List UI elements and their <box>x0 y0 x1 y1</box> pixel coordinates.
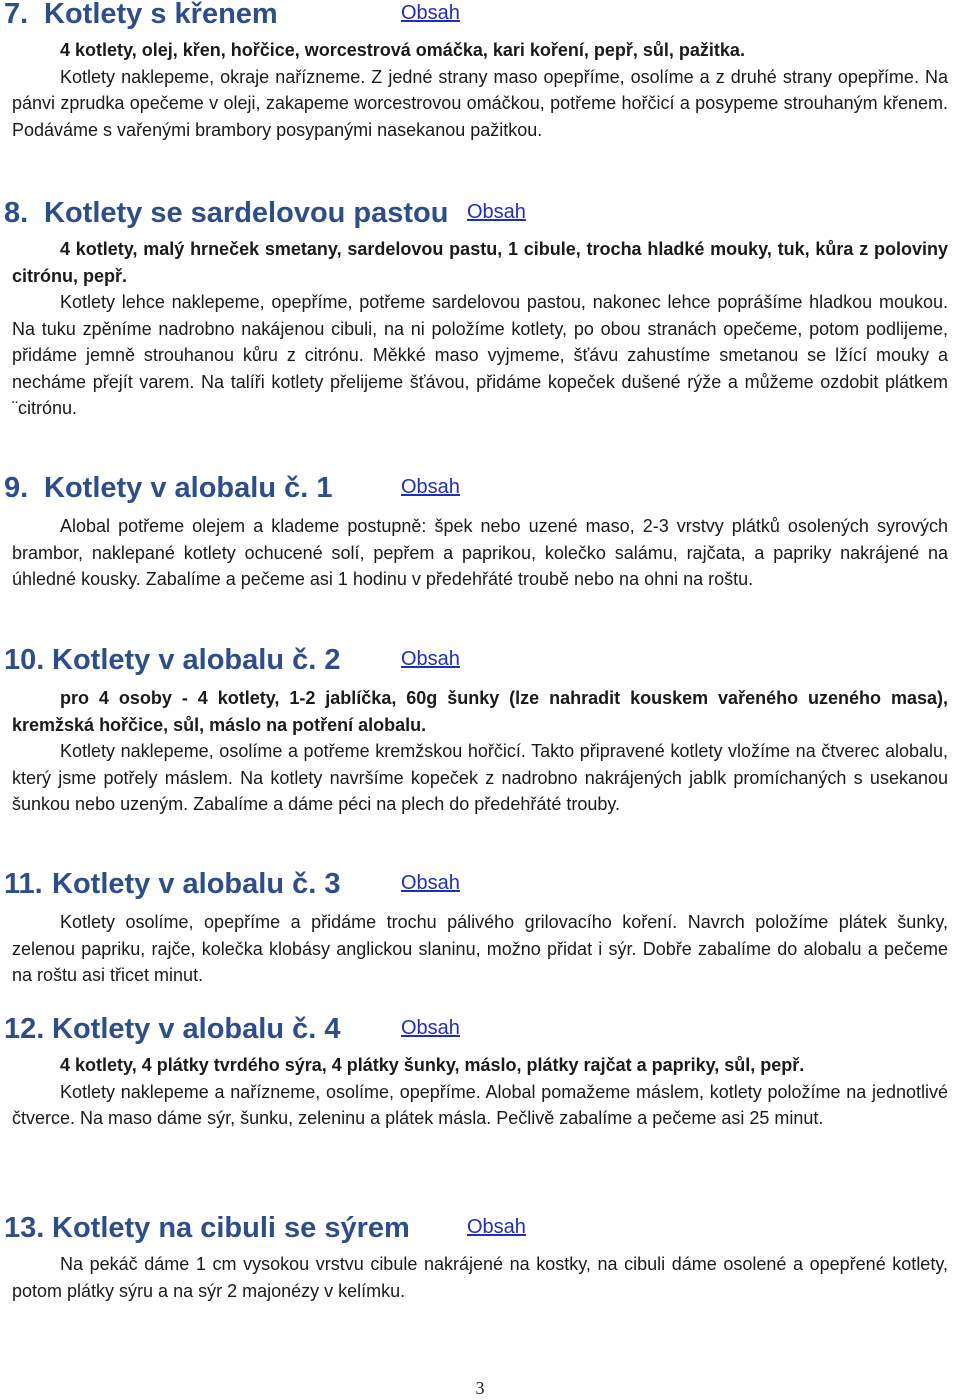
section-number: 7. <box>4 0 29 30</box>
recipe-body <box>12 909 948 989</box>
contents-link[interactable]: Obsah <box>401 872 460 894</box>
section-title: Kotlety v alobalu č. 4 <box>52 1013 341 1045</box>
recipe-section-9 <box>0 471 960 593</box>
instructions-text: Kotlety naklepeme a nařízneme, osolíme, opepříme. Alobal pomažeme máslem, kotlety položíme na jednotlivé čtverce. Na maso dáme sýr, šunku, zeleninu a plátek másla. Pečlivě zabalíme a pečeme asi 25 minut. <box>12 1081 948 1128</box>
section-heading <box>0 196 960 230</box>
section-heading <box>0 1211 960 1245</box>
section-heading <box>0 0 960 31</box>
ingredients-text: 4 kotlety, malý hrneček smetany, sardelovou pastu, 1 cibule, trocha hladké mouky, tuk, kůra z poloviny citrónu, pepř. <box>12 239 948 286</box>
recipe-body <box>12 236 948 422</box>
section-number: 12. <box>4 1013 45 1045</box>
recipe-body <box>12 1052 948 1132</box>
recipe-body <box>12 513 948 593</box>
contents-link[interactable]: Obsah <box>401 2 460 24</box>
contents-link[interactable]: Obsah <box>401 476 460 498</box>
section-number: 13. <box>4 1212 45 1244</box>
instructions-text: Kotlety naklepeme, okraje nařízneme. Z jedné strany maso opepříme, osolíme a z druhé strany opepříme. Na pánvi zprudka opečeme v oleji, zakapeme worcestrovou omáčkou, potřeme hořčicí a posypeme strouhaným křenem. Podáváme s vařenými brambory posypanými nasekanou pažitkou. <box>12 66 948 140</box>
instructions-text: Kotlety osolíme, opepříme a přidáme trochu pálivého grilovacího koření. Navrch položíme plátek šunky, zelenou papriku, rajče, kolečka klobásy anglickou slaninu, možno přidat i sýr. Dobře zabalíme do alobalu a pečeme na roštu asi třicet minut. <box>12 912 948 985</box>
recipe-section-11 <box>0 867 960 989</box>
section-number: 10. <box>4 644 45 676</box>
ingredients-text: 4 kotlety, 4 plátky tvrdého sýra, 4 plátky šunky, máslo, plátky rajčat a papriky, sůl, pepř. <box>60 1055 805 1075</box>
page-number: 3 <box>475 1378 485 1398</box>
instructions-text: Na pekáč dáme 1 cm vysokou vrstvu cibule nakrájené na kostky, na cibuli dáme osolené a opepřené kotlety, potom plátky sýru a na sýr 2 majonézy v kelímku. <box>12 1254 948 1301</box>
recipe-section-12 <box>0 1012 960 1132</box>
recipe-body <box>12 1251 948 1304</box>
section-title: Kotlety v alobalu č. 1 <box>44 472 333 504</box>
section-number: 11. <box>4 868 43 900</box>
instructions-text: Kotlety lehce naklepeme, opepříme, potřeme sardelovou pastou, nakonec lehce poprášíme hladkou moukou. Na tuku zpěníme nadrobno nakájenou cibuli, na ni položíme kotlety, po obou stranách opečeme, potom podlijeme, přidáme jemně strouhanou kůru z citrónu. Měkké maso vyjmeme, šťávu zahustíme smetanou se lžící mouky a necháme přejít varem. Na talíři kotlety přelijeme šťávou, přidáme kopeček dušené rýže a můžeme ozdobit plátkem ¨citrónu. <box>12 292 948 418</box>
recipe-body <box>12 685 948 818</box>
contents-link[interactable]: Obsah <box>467 1216 526 1238</box>
section-number: 8. <box>4 197 29 229</box>
section-heading <box>0 471 960 505</box>
ingredients-text: 4 kotlety, olej, křen, hořčice, worcestrová omáčka, kari koření, pepř, sůl, pažitka. <box>60 40 745 60</box>
ingredients-text: pro 4 osoby - 4 kotlety, 1-2 jablíčka, 60g šunky (lze nahradit kouskem vařeného uzeného masa), kremžská hořčice, sůl, máslo na potření alobalu. <box>12 688 948 735</box>
recipe-section-10 <box>0 643 960 818</box>
instructions-text: Alobal potřeme olejem a klademe postupně: špek nebo uzené maso, 2-3 vrstvy plátků osolených syrových brambor, naklepané kotlety ochucené solí, pepřem a paprikou, kolečko salámu, rajčata, a papriky nakrájené na úhledné kousky. Zabalíme a pečeme asi 1 hodinu v předehřáté troubě nebo na ohni na roštu. <box>12 516 948 589</box>
contents-link[interactable]: Obsah <box>401 1017 460 1039</box>
section-number: 9. <box>4 472 29 504</box>
contents-link[interactable]: Obsah <box>401 648 460 670</box>
instructions-text: Kotlety naklepeme, osolíme a potřeme kremžskou hořčicí. Takto připravené kotlety vložíme na čtverec alobalu, který jsme potřely máslem. Na kotlety navršíme kopeček z nadrobno nakrájených jablk promíchaných s usekanou šunkou nebo uzeným. Zabalíme a dáme péci na plech do předehřáté trouby. <box>12 741 948 814</box>
recipe-body <box>12 37 948 143</box>
section-heading <box>0 643 960 677</box>
section-title: Kotlety v alobalu č. 2 <box>52 644 341 676</box>
contents-link[interactable]: Obsah <box>467 201 526 223</box>
section-title: Kotlety s křenem <box>44 0 278 30</box>
section-title: Kotlety se sardelovou pastou <box>44 197 449 229</box>
section-heading <box>0 1012 960 1046</box>
section-title: Kotlety v alobalu č. 3 <box>52 868 341 900</box>
recipe-section-7 <box>0 0 960 143</box>
recipe-section-13 <box>0 1211 960 1304</box>
section-heading <box>0 867 960 901</box>
recipe-section-8 <box>0 196 960 422</box>
section-title: Kotlety na cibuli se sýrem <box>52 1212 410 1244</box>
